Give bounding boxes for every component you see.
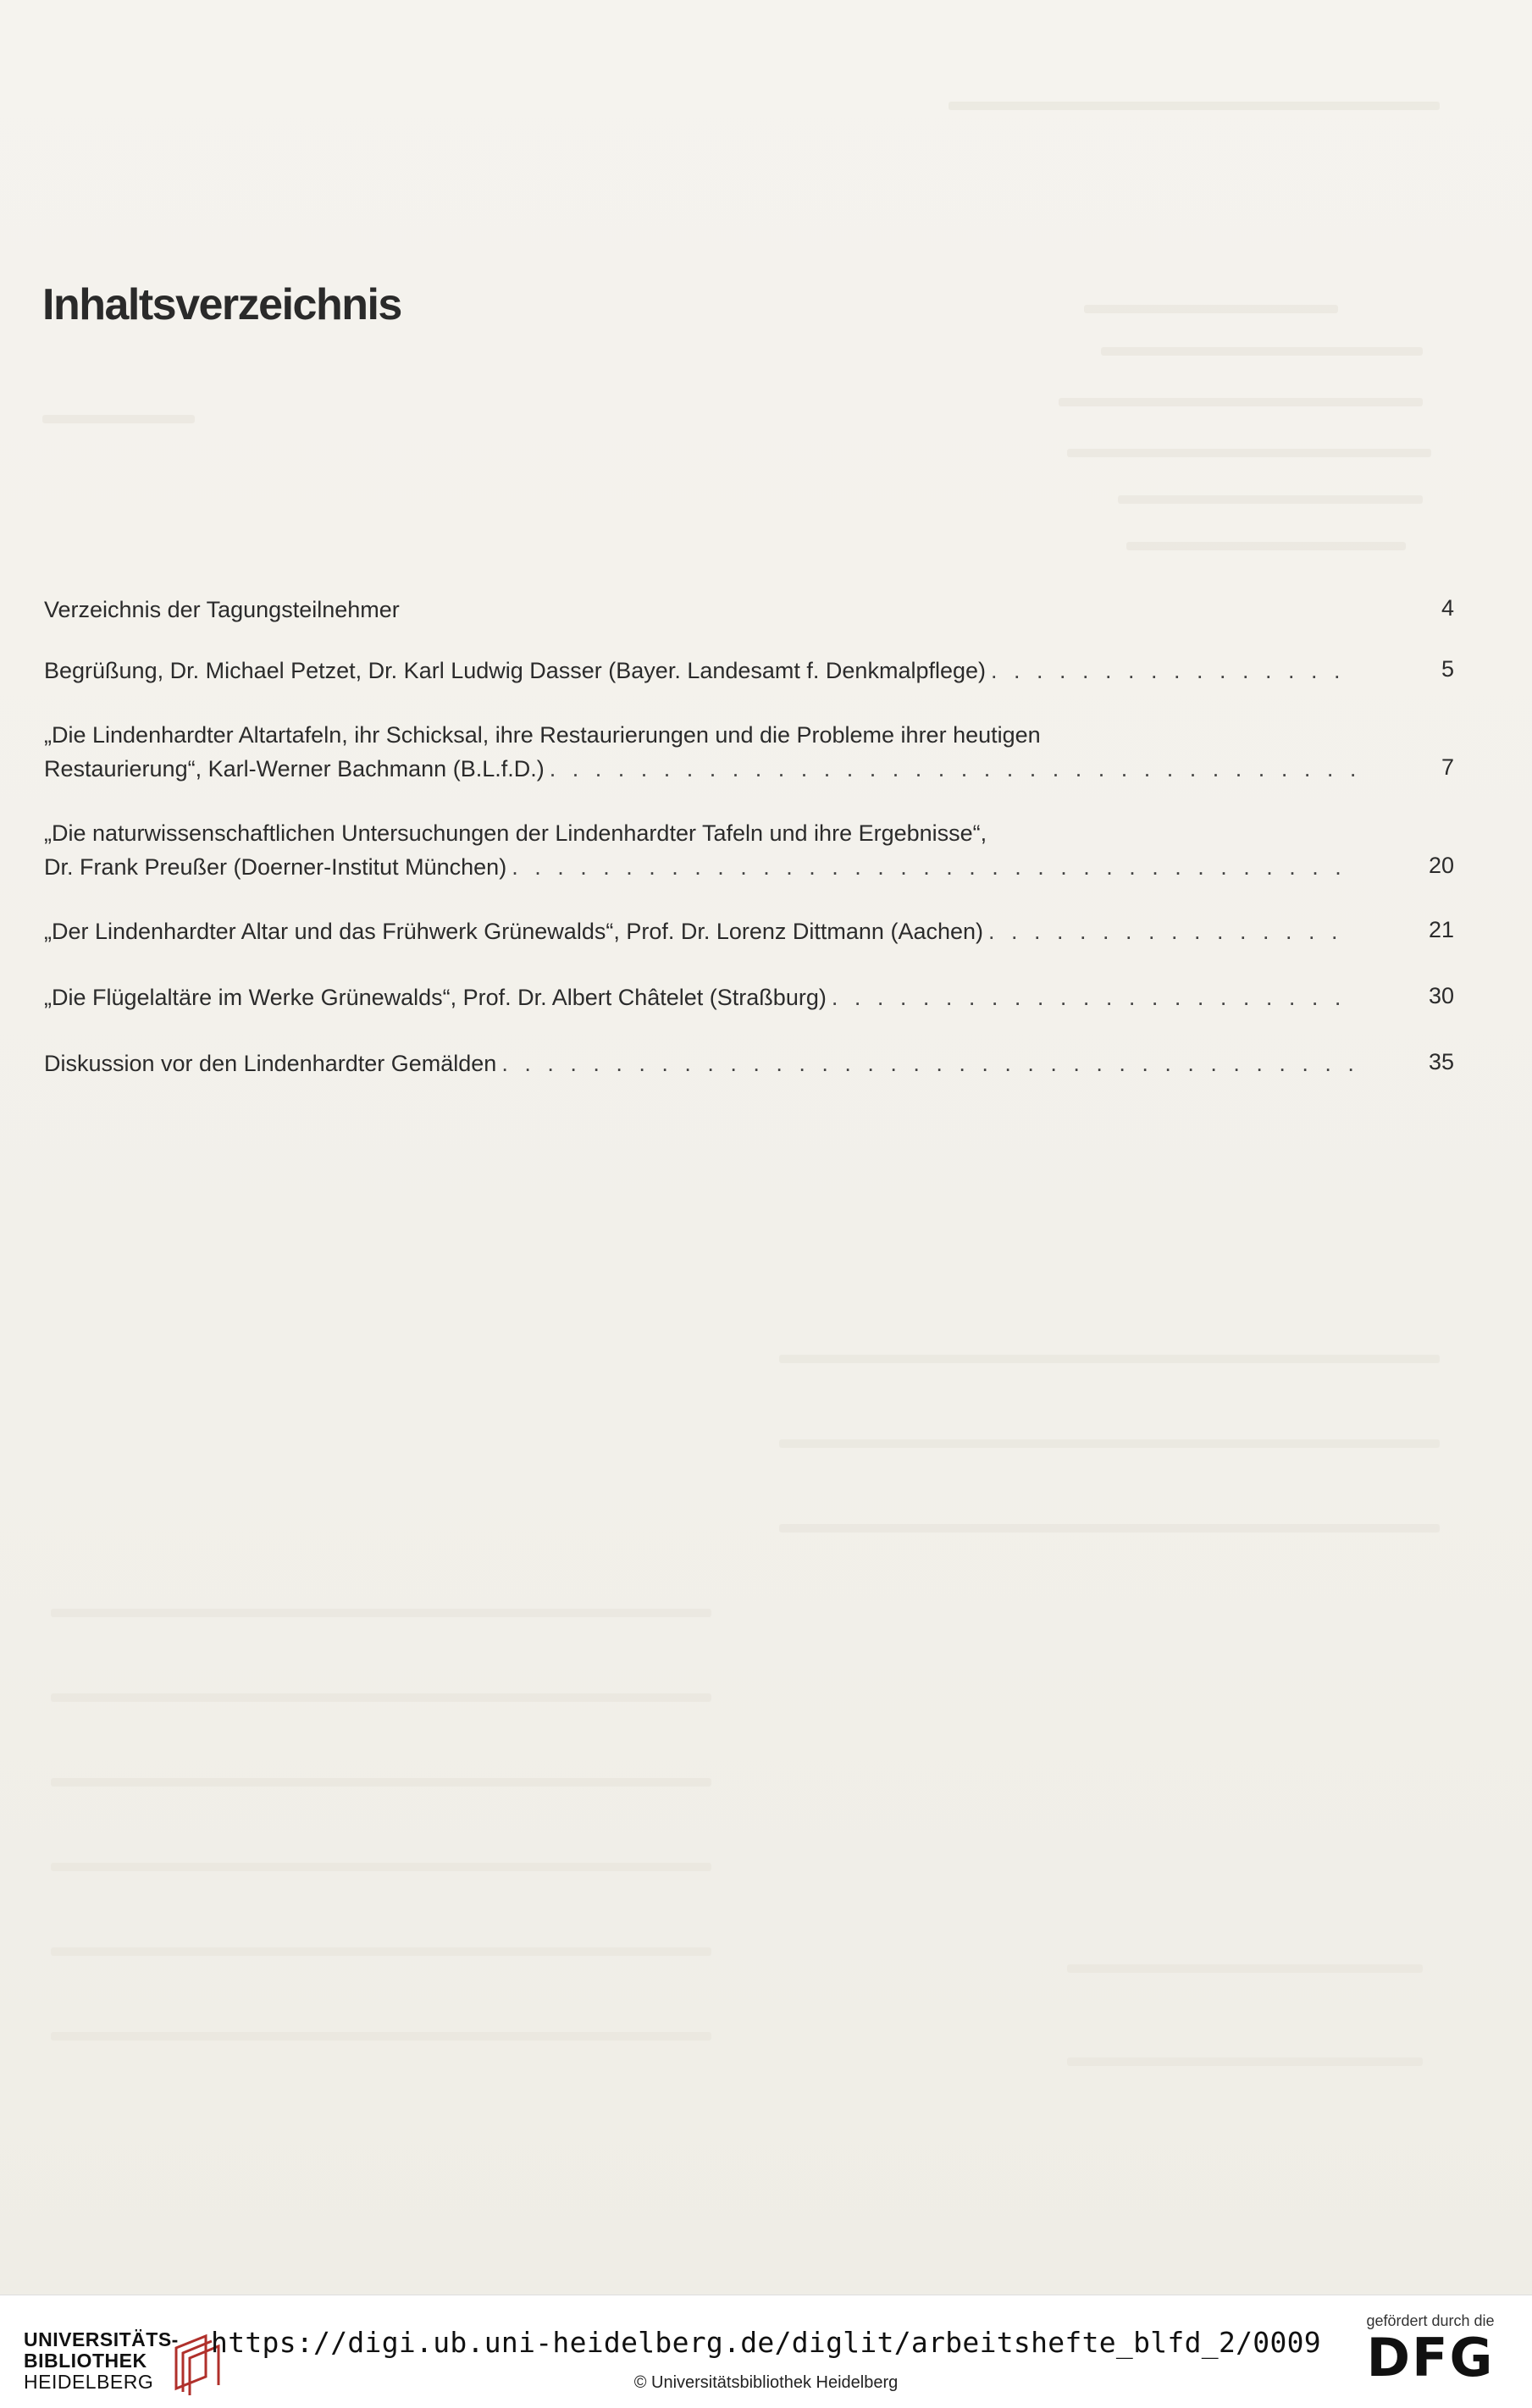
leader-dots [991, 654, 1356, 688]
toc-entry [44, 1047, 1454, 1080]
leader-dots [988, 914, 1356, 948]
toc-entry-title-line: „Die Lindenhardter Altartafeln, ihr Schicksal, ihre Restaurierungen und die Probleme ihrer heutigen [44, 722, 1041, 748]
library-name-line1: UNIVERSITÄTS- [24, 2328, 179, 2350]
toc-entry-title: Verzeichnis der Tagungsteilnehmer [44, 597, 400, 622]
dfg-logo[interactable] [1354, 2312, 1507, 2389]
show-through-text [1059, 398, 1423, 406]
show-through-text [779, 1524, 1440, 1533]
library-name-line2: BIBLIOTHEK [24, 2350, 147, 2372]
toc-entry-title: Begrüßung, Dr. Michael Petzet, Dr. Karl Ludwig Dasser (Bayer. Landesamt f. Denkmalpflege) [44, 658, 987, 683]
toc-entry [44, 654, 1454, 688]
show-through-text [1067, 1964, 1423, 1973]
leader-dots [832, 980, 1356, 1014]
page-title: Inhaltsverzeichnis [42, 280, 401, 329]
toc-page-number: 4 [1441, 595, 1454, 621]
toc-entry [44, 816, 1454, 884]
show-through-text [51, 1693, 711, 1702]
show-through-text [51, 1609, 711, 1617]
leader-dots [501, 1047, 1356, 1080]
show-through-text [1118, 495, 1423, 504]
show-through-text [949, 102, 1440, 110]
toc-entry [44, 718, 1454, 786]
toc-page-number: 5 [1441, 656, 1454, 682]
show-through-text [51, 1947, 711, 1956]
toc-entry [44, 914, 1454, 948]
leader-dots [512, 850, 1356, 884]
toc-page-number: 35 [1428, 1049, 1454, 1074]
toc-entry-title: „Der Lindenhardter Altar und das Frühwerk Grünewalds“, Prof. Dr. Lorenz Dittmann (Aachen) [44, 919, 984, 944]
show-through-text [1126, 542, 1406, 550]
show-through-text [42, 415, 195, 423]
footer-bar [0, 2295, 1532, 2408]
funding-note: gefördert durch die [1366, 2312, 1495, 2329]
toc-entry-title: „Die Flügelaltäre im Werke Grünewalds“, Prof. Dr. Albert Châtelet (Straßburg) [44, 985, 827, 1010]
show-through-text [779, 1439, 1440, 1448]
toc-entry-title-line: „Die naturwissenschaftlichen Untersuchungen der Lindenhardter Tafeln und ihre Ergebnisse“, [44, 820, 987, 846]
show-through-text [1084, 305, 1338, 313]
show-through-text [1067, 2057, 1423, 2066]
library-name-line3: HEIDELBERG [24, 2371, 154, 2393]
show-through-text [51, 1863, 711, 1871]
show-through-text [779, 1355, 1440, 1363]
toc-page-number: 7 [1441, 754, 1454, 780]
permalink-url[interactable]: https://digi.ub.uni-heidelberg.de/diglit/arbeitshefte_blfd_2/0009 [211, 2326, 1321, 2359]
show-through-text [51, 2032, 711, 2041]
leader-dots [550, 752, 1356, 786]
dfg-wordmark: DFG [1366, 2327, 1495, 2389]
toc-page-number: 21 [1428, 917, 1454, 942]
toc-entry [44, 980, 1454, 1014]
show-through-text [1101, 347, 1423, 356]
toc-entry-title: Diskussion vor den Lindenhardter Gemälden [44, 1051, 497, 1076]
toc-entry-title-line: Restaurierung“, Karl-Werner Bachmann (B.L.f.D.) [44, 756, 545, 781]
toc-entry [44, 593, 1454, 627]
toc-entry-title-line: Dr. Frank Preußer (Doerner-Institut München) [44, 854, 507, 880]
show-through-text [51, 1778, 711, 1787]
toc-page-number: 20 [1428, 853, 1454, 878]
toc-page-number: 30 [1428, 983, 1454, 1008]
copyright-notice: © Universitätsbibliothek Heidelberg [633, 2373, 899, 2392]
show-through-text [1067, 449, 1431, 457]
